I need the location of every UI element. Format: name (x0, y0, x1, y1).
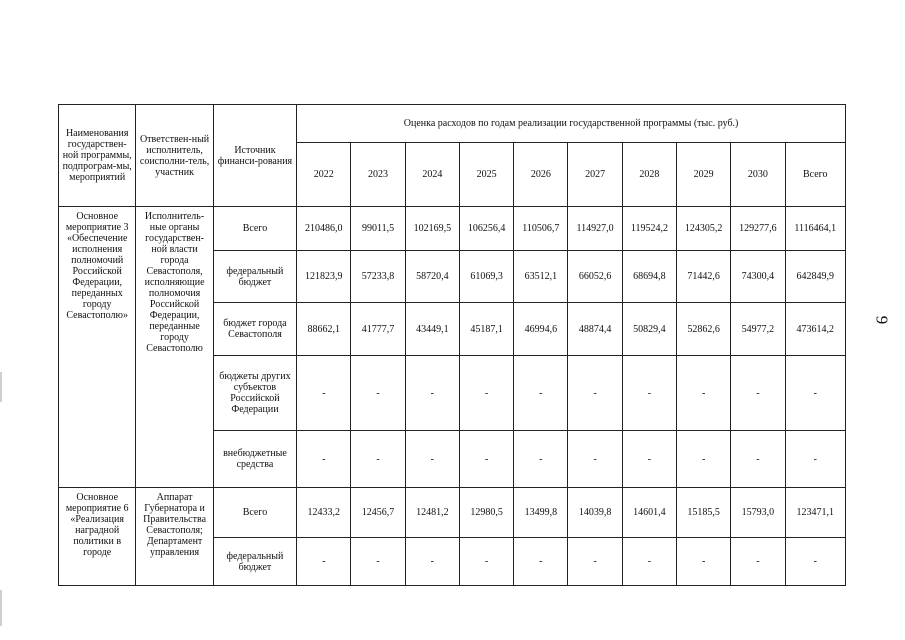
value-cell: - (622, 431, 676, 488)
value-cell: 121823,9 (297, 251, 351, 303)
value-cell: 13499,8 (514, 488, 568, 538)
value-cell: - (297, 538, 351, 586)
value-cell: 68694,8 (622, 251, 676, 303)
value-cell: - (405, 356, 459, 431)
value-cell: 52862,6 (677, 303, 731, 356)
source-cell: федеральный бюджет (213, 251, 296, 303)
budget-table (58, 104, 846, 586)
header-executor: Ответствен-ный исполнитель, соисполни-тель, участник (136, 105, 213, 207)
value-cell: 54977,2 (731, 303, 785, 356)
scan-edge-mark (0, 372, 2, 402)
value-cell: - (677, 356, 731, 431)
value-cell: - (514, 431, 568, 488)
executor-cell: Аппарат Губернатора и Правительства Севастополя; Департамент управления (136, 488, 213, 586)
value-cell: - (459, 431, 513, 488)
value-cell: 473614,2 (785, 303, 845, 356)
value-cell: - (785, 538, 845, 586)
table-row (59, 488, 846, 538)
value-cell: - (514, 356, 568, 431)
value-cell: 14039,8 (568, 488, 622, 538)
value-cell: 15793,0 (731, 488, 785, 538)
value-cell: - (622, 538, 676, 586)
value-cell: 43449,1 (405, 303, 459, 356)
year-header-cell: 2022 (297, 143, 351, 207)
header-program: Наименования государствен-ной программы, подпрограм-мы, мероприятий (59, 105, 136, 207)
value-cell: 124305,2 (677, 207, 731, 251)
value-cell: - (731, 356, 785, 431)
value-cell: 48874,4 (568, 303, 622, 356)
value-cell: - (405, 431, 459, 488)
value-cell: - (731, 538, 785, 586)
year-header-cell: 2025 (459, 143, 513, 207)
value-cell: 71442,6 (677, 251, 731, 303)
header-source: Источник финанси-рования (213, 105, 296, 207)
source-cell: бюджет города Севастополя (213, 303, 296, 356)
value-cell: 129277,6 (731, 207, 785, 251)
value-cell: 1116464,1 (785, 207, 845, 251)
value-cell: 74300,4 (731, 251, 785, 303)
value-cell: - (568, 356, 622, 431)
year-header-cell: 2030 (731, 143, 785, 207)
value-cell: - (459, 356, 513, 431)
value-cell: 110506,7 (514, 207, 568, 251)
value-cell: 210486,0 (297, 207, 351, 251)
value-cell: 14601,4 (622, 488, 676, 538)
value-cell: 88662,1 (297, 303, 351, 356)
year-header-cell: 2024 (405, 143, 459, 207)
year-header-cell: 2028 (622, 143, 676, 207)
source-cell: федеральный бюджет (213, 538, 296, 586)
value-cell: 12481,2 (405, 488, 459, 538)
header-estimate: Оценка расходов по годам реализации государственной программы (тыс. руб.) (297, 105, 846, 143)
value-cell: 63512,1 (514, 251, 568, 303)
table-body (59, 207, 846, 586)
value-cell: 50829,4 (622, 303, 676, 356)
source-cell: Всего (213, 207, 296, 251)
value-cell: - (297, 431, 351, 488)
value-cell: 12456,7 (351, 488, 405, 538)
value-cell: - (351, 431, 405, 488)
table-row (59, 207, 846, 251)
year-header-cell: Всего (785, 143, 845, 207)
year-header-cell: 2026 (514, 143, 568, 207)
program-name-cell: Основное мероприятие 3 «Обеспечение исполнения полномочий Российской Федерации, переданных городу Севастополю» (59, 207, 136, 488)
value-cell: - (351, 538, 405, 586)
value-cell: - (405, 538, 459, 586)
scan-edge-mark (0, 590, 2, 626)
source-cell: Всего (213, 488, 296, 538)
year-header-cell: 2029 (677, 143, 731, 207)
year-header-cell: 2027 (568, 143, 622, 207)
value-cell: - (677, 431, 731, 488)
value-cell: 12433,2 (297, 488, 351, 538)
year-header-cell: 2023 (351, 143, 405, 207)
value-cell: - (677, 538, 731, 586)
value-cell: 119524,2 (622, 207, 676, 251)
value-cell: 15185,5 (677, 488, 731, 538)
value-cell: - (568, 538, 622, 586)
value-cell: - (568, 431, 622, 488)
value-cell: 58720,4 (405, 251, 459, 303)
value-cell: 41777,7 (351, 303, 405, 356)
value-cell: - (297, 356, 351, 431)
value-cell: 46994,6 (514, 303, 568, 356)
value-cell: 102169,5 (405, 207, 459, 251)
value-cell: - (622, 356, 676, 431)
program-name-cell: Основное мероприятие 6 «Реализация наградной политики в городе (59, 488, 136, 586)
executor-cell: Исполнитель-ные органы государствен-ной власти города Севастополя, исполняющие полномочия Российской Федерации, переданные городу Севастополю (136, 207, 213, 488)
value-cell: 12980,5 (459, 488, 513, 538)
value-cell: 57233,8 (351, 251, 405, 303)
value-cell: 45187,1 (459, 303, 513, 356)
value-cell: 99011,5 (351, 207, 405, 251)
value-cell: 106256,4 (459, 207, 513, 251)
value-cell: - (731, 431, 785, 488)
value-cell: - (785, 431, 845, 488)
value-cell: 66052,6 (568, 251, 622, 303)
value-cell: - (459, 538, 513, 586)
source-cell: бюджеты других субъектов Российской Федерации (213, 356, 296, 431)
page-number: 9 (872, 315, 892, 325)
value-cell: 123471,1 (785, 488, 845, 538)
value-cell: 114927,0 (568, 207, 622, 251)
value-cell: 642849,9 (785, 251, 845, 303)
value-cell: - (785, 356, 845, 431)
source-cell: внебюджетные средства (213, 431, 296, 488)
value-cell: - (514, 538, 568, 586)
value-cell: 61069,3 (459, 251, 513, 303)
value-cell: - (351, 356, 405, 431)
